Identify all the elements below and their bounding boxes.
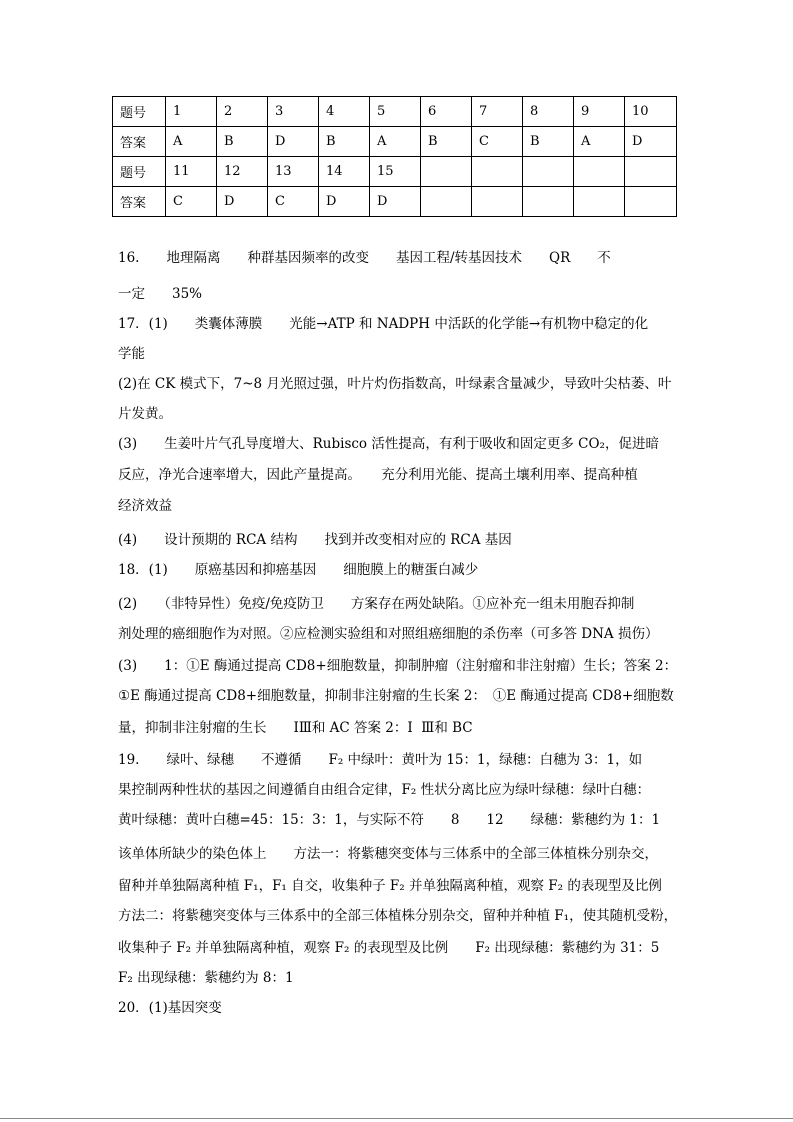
table-cell: 15 bbox=[370, 157, 421, 187]
table-row bbox=[113, 127, 677, 157]
table-cell bbox=[625, 157, 677, 187]
row-header-cell: 题号 bbox=[113, 157, 166, 187]
table-cell: B bbox=[523, 127, 574, 157]
text-line: 收集种子 F₂ 并单独隔离种植，观察 F₂ 的表现型及比例 F₂ 出现绿穗：紫穗约为 31：5 bbox=[118, 940, 660, 956]
text-line: 学能 bbox=[118, 346, 145, 362]
text-line: ①E 酶通过提高 CD8+细胞数量，抑制非注射瘤的生长案 2： ①E 酶通过提高 CD8+细胞数 bbox=[118, 688, 674, 704]
text-line: 留种并单独隔离种植 F₁，F₁ 自交，收集种子 F₂ 并单独隔离种植，观察 F₂ 的表现型及比例 bbox=[118, 878, 662, 894]
table-cell: 8 bbox=[523, 97, 574, 127]
table-cell: 14 bbox=[319, 157, 370, 187]
table-cell: 2 bbox=[217, 97, 268, 127]
answer-table bbox=[112, 96, 677, 217]
text-line: 量，抑制非注射瘤的生长 IⅢ和 AC 答案 2：I Ⅲ和 BC bbox=[118, 720, 473, 736]
table-cell: 5 bbox=[370, 97, 421, 127]
table-row bbox=[113, 157, 677, 187]
text-line: 经济效益 bbox=[118, 498, 172, 514]
table-cell: D bbox=[268, 127, 319, 157]
text-line: (2)在 CK 模式下，7~8 月光照过强，叶片灼伤指数高，叶绿素含量减少，导致叶尖枯萎、叶 bbox=[118, 376, 672, 392]
table-cell: 4 bbox=[319, 97, 370, 127]
table-row bbox=[113, 187, 677, 217]
table-cell: A bbox=[370, 127, 421, 157]
table-cell: 9 bbox=[574, 97, 625, 127]
text-line: 20．(1)基因突变 bbox=[118, 1000, 222, 1016]
table-cell: A bbox=[574, 127, 625, 157]
table-cell bbox=[523, 187, 574, 217]
table-cell: 13 bbox=[268, 157, 319, 187]
table-cell: C bbox=[166, 187, 217, 217]
text-line: 反应，净光合速率增大，因此产量提高。 充分利用光能、提高土壤利用率、提高种植 bbox=[118, 467, 638, 483]
table-cell bbox=[625, 187, 677, 217]
table-cell bbox=[523, 157, 574, 187]
text-line: 该单体所缺少的染色体上 方法一：将紫穗突变体与三体系中的全部三体植株分别杂交， bbox=[118, 846, 658, 862]
table-row bbox=[113, 97, 677, 127]
table-cell: 6 bbox=[421, 97, 472, 127]
table-cell bbox=[472, 187, 523, 217]
table-cell: D bbox=[625, 127, 677, 157]
page-bottom-rule bbox=[0, 1118, 793, 1119]
table-cell bbox=[421, 187, 472, 217]
table-cell bbox=[574, 187, 625, 217]
text-line: F₂ 出现绿穗：紫穗约为 8：1 bbox=[118, 970, 294, 986]
table-cell bbox=[421, 157, 472, 187]
table-cell: 1 bbox=[166, 97, 217, 127]
text-line: 果控制两种性状的基因之间遵循自由组合定律，F₂ 性状分离比应为绿叶绿穗：绿叶白穗： bbox=[118, 782, 651, 798]
text-line: 黄叶绿穗：黄叶白穗=45：15：3：1，与实际不符 8 12 绿穗：紫穗约为 1：1 bbox=[118, 812, 661, 828]
table-cell: 10 bbox=[625, 97, 677, 127]
text-line: 17．(1) 类囊体薄膜 光能→ATP 和 NADPH 中活跃的化学能→有机物中稳定的化 bbox=[118, 316, 649, 332]
text-line: (4) 设计预期的 RCA 结构 找到并改变相对应的 RCA 基因 bbox=[118, 532, 512, 548]
table-cell: 12 bbox=[217, 157, 268, 187]
table-cell: 3 bbox=[268, 97, 319, 127]
table-cell: B bbox=[217, 127, 268, 157]
text-line: 剂处理的癌细胞作为对照。②应检测实验组和对照组癌细胞的杀伤率（可多答 DNA 损伤） bbox=[118, 626, 659, 642]
table-cell: C bbox=[472, 127, 523, 157]
row-header-cell: 答案 bbox=[113, 127, 166, 157]
text-line: 方法二：将紫穗突变体与三体系中的全部三体植株分别杂交，留种并种植 F₁，使其随机受粉， bbox=[118, 908, 678, 924]
table-cell: 11 bbox=[166, 157, 217, 187]
table-cell: D bbox=[217, 187, 268, 217]
text-line: 16. 地理隔离 种群基因频率的改变 基因工程/转基因技术 QR 不 bbox=[118, 250, 611, 266]
table-cell bbox=[472, 157, 523, 187]
text-line: 19. 绿叶、绿穗 不遵循 F₂ 中绿叶：黄叶为 15：1，绿穗：白穗为 3：1，如 bbox=[118, 752, 643, 768]
table-cell: C bbox=[268, 187, 319, 217]
table-cell: B bbox=[421, 127, 472, 157]
text-line: 18．(1) 原癌基因和抑癌基因 细胞膜上的糖蛋白减少 bbox=[118, 562, 479, 578]
text-line: 一定 35% bbox=[118, 286, 203, 302]
table-cell: D bbox=[370, 187, 421, 217]
table-cell: 7 bbox=[472, 97, 523, 127]
text-line: (2) （非特异性）免疫/免疫防卫 方案存在两处缺陷。①应补充一组未用胞吞抑制 bbox=[118, 596, 635, 612]
row-header-cell: 答案 bbox=[113, 187, 166, 217]
table-cell: D bbox=[319, 187, 370, 217]
text-line: (3) 生姜叶片气孔导度增大、Rubisco 活性提高，有利于吸收和固定更多 CO₂，促进暗 bbox=[118, 436, 659, 452]
text-line: 片发黄。 bbox=[118, 406, 172, 422]
table-cell bbox=[574, 157, 625, 187]
row-header-cell: 题号 bbox=[113, 97, 166, 127]
table-cell: B bbox=[319, 127, 370, 157]
table-cell: A bbox=[166, 127, 217, 157]
text-line: (3) 1：①E 酶通过提高 CD8+细胞数量，抑制肿瘤（注射瘤和非注射瘤）生长；答案 2： bbox=[118, 658, 678, 674]
